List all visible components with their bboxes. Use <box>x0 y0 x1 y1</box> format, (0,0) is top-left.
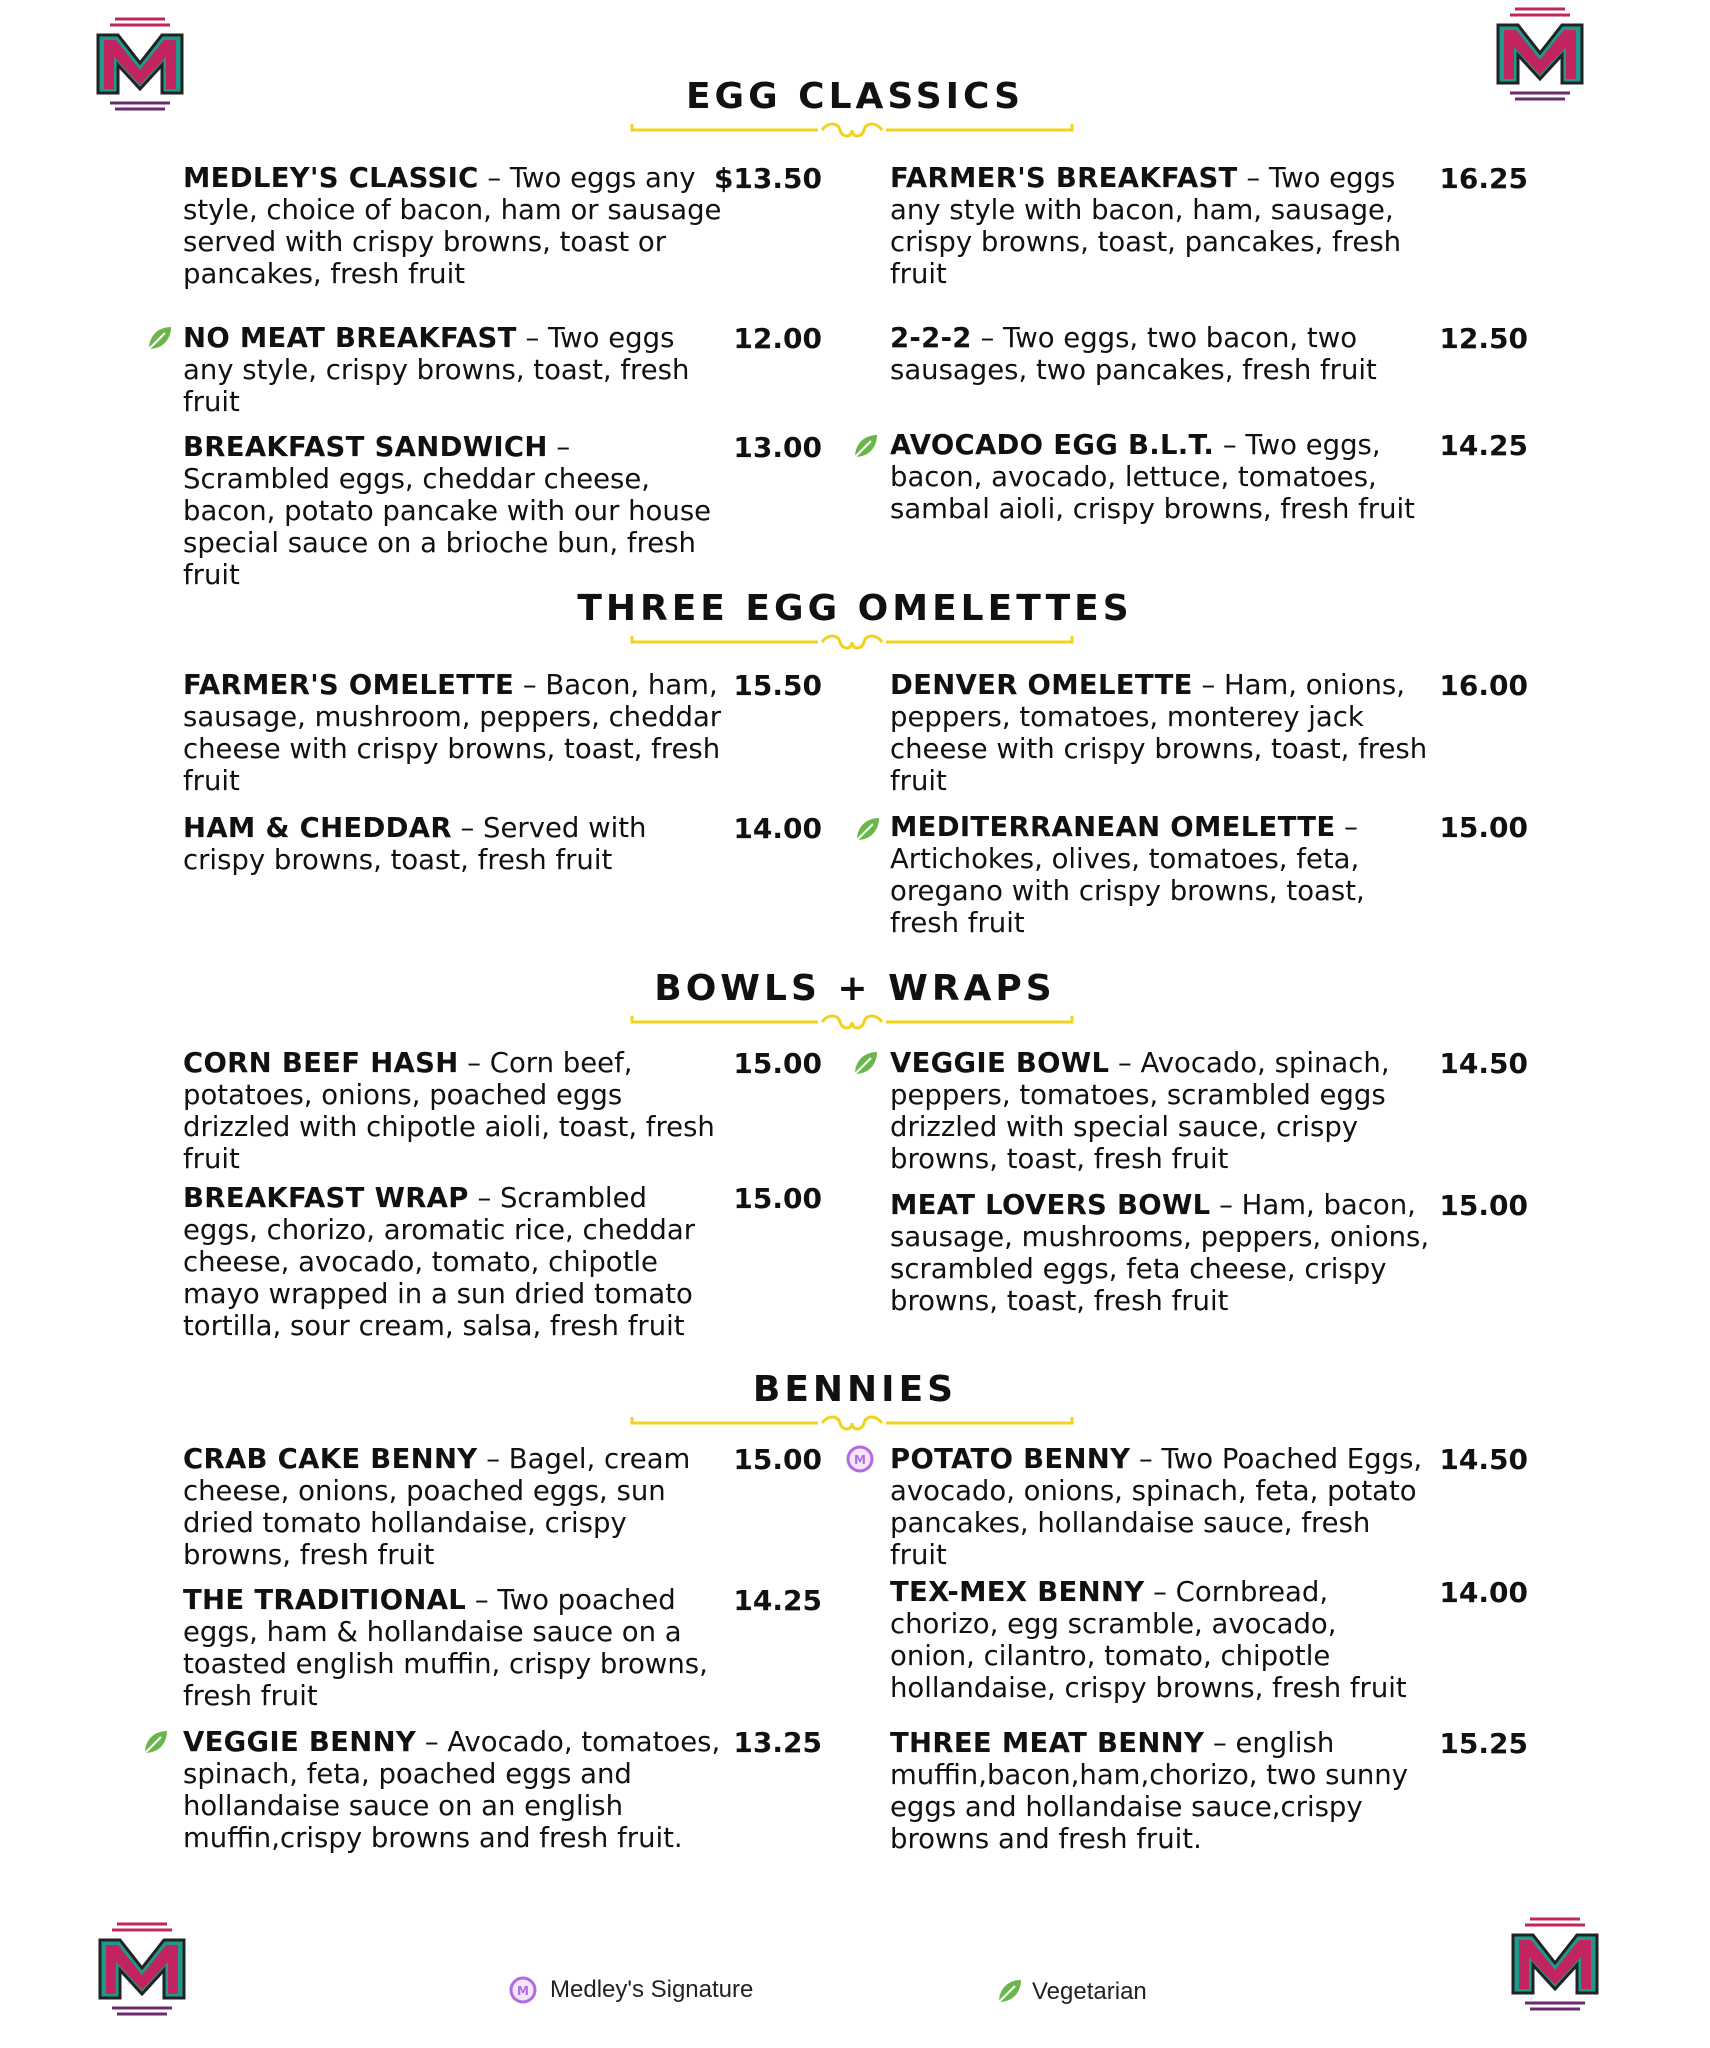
item-name: AVOCADO EGG B.L.T. <box>890 429 1215 461</box>
dash: – <box>451 812 484 844</box>
item-name: THREE MEAT BENNY <box>890 1727 1205 1759</box>
menu-item <box>890 162 1430 290</box>
item-price: 15.00 <box>1439 811 1528 844</box>
item-description: Bacon, ham, sausage, mushroom, peppers, cheddar cheese with crispy browns, toast, fresh fruit <box>183 669 722 797</box>
item-price: 14.00 <box>1439 1576 1528 1609</box>
dash: – <box>516 322 548 354</box>
legend-signature: Medley's Signature <box>550 1976 754 2003</box>
section-divider <box>628 1012 1076 1036</box>
menu-item <box>183 322 723 418</box>
item-name: BREAKFAST WRAP <box>183 1182 469 1214</box>
item-description: Cornbread, chorizo, egg scramble, avocado, onion, cilantro, tomato, chipotle hollandaise, crispy browns, fresh fruit <box>890 1576 1407 1704</box>
vegetarian-leaf-icon <box>995 1976 1025 2006</box>
dash: – <box>478 162 510 194</box>
item-name: TEX-MEX BENNY <box>890 1576 1145 1608</box>
item-name: VEGGIE BENNY <box>183 1726 417 1758</box>
item-description: Avocado, spinach, peppers, tomatoes, scrambled eggs drizzled with special sauce, crispy browns, toast, fresh fruit <box>890 1047 1390 1175</box>
menu-item <box>183 162 723 290</box>
menu-item <box>183 1182 723 1342</box>
dash: – <box>466 1584 498 1616</box>
item-name: DENVER OMELETTE <box>890 669 1193 701</box>
dash: – <box>1130 1443 1162 1475</box>
item-description: Two eggs any style, choice of bacon, ham or sausage served with crispy browns, toast or pancakes, fresh fruit <box>183 162 722 290</box>
item-price: 16.00 <box>1439 669 1528 702</box>
dash: – <box>468 1182 500 1214</box>
menu-item <box>890 1047 1430 1175</box>
item-description: english muffin,bacon,ham,chorizo, two sunny eggs and hollandaise sauce,crispy browns and fresh fruit. <box>890 1727 1409 1855</box>
dash: – <box>477 1443 509 1475</box>
menu-item <box>183 812 723 876</box>
vegetarian-leaf-icon <box>851 1048 881 1078</box>
menu-item <box>890 322 1430 386</box>
item-price: 14.00 <box>733 812 822 845</box>
item-name: CORN BEEF HASH <box>183 1047 459 1079</box>
menu-item <box>183 1584 723 1712</box>
item-name: CRAB CAKE BENNY <box>183 1443 478 1475</box>
section-title-omelettes: THREE EGG OMELETTES <box>577 588 1133 629</box>
legend-vegetarian: Vegetarian <box>1032 1978 1147 2005</box>
item-description: Two eggs, two bacon, two sausages, two pancakes, fresh fruit <box>890 322 1377 386</box>
logo-stripes-top <box>110 19 170 25</box>
item-price: 14.25 <box>1439 429 1528 462</box>
item-description: Scrambled eggs, cheddar cheese, bacon, potato pancake with our house special sauce on a brioche bun, fresh fruit <box>183 463 712 591</box>
vegetarian-leaf-icon <box>145 323 175 353</box>
menu-item <box>890 429 1430 525</box>
dash: – <box>1210 1189 1242 1221</box>
dash: – <box>1204 1727 1236 1759</box>
item-name: MEDITERRANEAN OMELETTE <box>890 811 1336 843</box>
dash: – <box>1335 811 1358 843</box>
item-price: 13.25 <box>733 1726 822 1759</box>
item-price: 13.00 <box>733 431 822 464</box>
signature-icon-letter: M <box>854 1453 866 1467</box>
item-name: POTATO BENNY <box>890 1443 1131 1475</box>
item-description: Two poached eggs, ham & hollandaise sauce on a toasted english muffin, crispy browns, fresh fruit <box>183 1584 708 1712</box>
menu-item <box>183 1726 723 1854</box>
item-name: BREAKFAST SANDWICH <box>183 431 548 463</box>
medley-logo <box>92 1920 192 2020</box>
signature-icon-letter: M <box>517 1984 529 1998</box>
item-description: Avocado, tomatoes, spinach, feta, poached eggs and hollandaise sauce on an english muffin,crispy browns and fresh fruit. <box>183 1726 721 1854</box>
item-name: 2-2-2 <box>890 322 972 354</box>
menu-item <box>183 669 723 797</box>
item-name: HAM & CHEDDAR <box>183 812 452 844</box>
signature-icon <box>508 1975 538 2005</box>
menu-item <box>183 1047 723 1175</box>
item-description: Scrambled eggs, chorizo, aromatic rice, cheddar cheese, avocado, tomato, chipotle mayo wrapped in a sun dried tomato tortilla, sour cream, salsa, fresh fruit <box>183 1182 696 1342</box>
dash: – <box>1214 429 1246 461</box>
item-description: Bagel, cream cheese, onions, poached eggs, sun dried tomato hollandaise, crispy browns, fresh fruit <box>183 1443 691 1571</box>
item-price: 15.00 <box>1439 1189 1528 1222</box>
item-name: THE TRADITIONAL <box>183 1584 467 1616</box>
item-name: MEAT LOVERS BOWL <box>890 1189 1211 1221</box>
item-name: FARMER'S BREAKFAST <box>890 162 1238 194</box>
item-description: Artichokes, olives, tomatoes, feta, oregano with crispy browns, toast, fresh fruit <box>890 843 1365 939</box>
section-title-bennies: BENNIES <box>752 1369 958 1410</box>
dash: – <box>547 431 571 463</box>
item-description: Two Poached Eggs, avocado, onions, spinach, feta, potato pancakes, hollandaise sauce, fresh fruit <box>890 1443 1423 1571</box>
dash: – <box>971 322 1003 354</box>
section-divider <box>628 1413 1076 1437</box>
item-price: 15.50 <box>733 669 822 702</box>
item-description: Corn beef, potatoes, onions, poached eggs drizzled with chipotle aioli, toast, fresh fruit <box>183 1047 715 1175</box>
item-price: 14.25 <box>733 1584 822 1617</box>
signature-icon <box>845 1444 875 1474</box>
dash: – <box>1144 1576 1176 1608</box>
item-description: Served with crispy browns, toast, fresh fruit <box>183 812 647 876</box>
item-name: MEDLEY'S CLASSIC <box>183 162 479 194</box>
vegetarian-leaf-icon <box>853 814 883 844</box>
item-description: Two eggs any style, crispy browns, toast, fresh fruit <box>183 322 690 418</box>
item-price: 16.25 <box>1439 162 1528 195</box>
menu-item <box>890 811 1430 939</box>
dash: – <box>1237 162 1269 194</box>
item-name: VEGGIE BOWL <box>890 1047 1110 1079</box>
menu-item <box>890 1189 1430 1317</box>
menu-item <box>183 1443 723 1571</box>
medley-logo <box>1505 1915 1605 2015</box>
item-price: $13.50 <box>713 162 822 195</box>
dash: – <box>1109 1047 1141 1079</box>
item-price: 15.00 <box>733 1443 822 1476</box>
item-price: 12.50 <box>1439 322 1528 355</box>
section-divider <box>628 632 1076 656</box>
item-price: 14.50 <box>1439 1047 1528 1080</box>
item-description: Ham, onions, peppers, tomatoes, monterey jack cheese with crispy browns, toast, fresh fruit <box>890 669 1428 797</box>
item-price: 15.00 <box>733 1047 822 1080</box>
dash: – <box>514 669 546 701</box>
item-price: 14.50 <box>1439 1443 1528 1476</box>
vegetarian-leaf-icon <box>851 431 881 461</box>
item-price: 12.00 <box>733 322 822 355</box>
item-description: Ham, bacon, sausage, mushrooms, peppers, onions, scrambled eggs, feta cheese, crispy browns, toast, fresh fruit <box>890 1189 1430 1317</box>
section-title-egg-classics: EGG CLASSICS <box>685 76 1025 117</box>
menu-item <box>890 669 1430 797</box>
dash: – <box>458 1047 490 1079</box>
item-price: 15.00 <box>733 1182 822 1215</box>
item-name: NO MEAT BREAKFAST <box>183 322 517 354</box>
section-divider <box>628 120 1076 144</box>
item-price: 15.25 <box>1439 1727 1528 1760</box>
section-title-bowls-wraps: BOWLS + WRAPS <box>654 968 1056 1009</box>
menu-item <box>890 1727 1430 1855</box>
menu-item <box>890 1443 1430 1571</box>
menu-item <box>890 1576 1430 1704</box>
menu-item <box>183 431 723 591</box>
item-description: Two eggs, bacon, avocado, lettuce, tomatoes, sambal aioli, crispy browns, fresh fruit <box>890 429 1415 525</box>
item-name: FARMER'S OMELETTE <box>183 669 515 701</box>
dash: – <box>416 1726 448 1758</box>
item-description: Two eggs any style with bacon, ham, sausage, crispy browns, toast, pancakes, fresh fruit <box>890 162 1402 290</box>
vegetarian-leaf-icon <box>141 1727 171 1757</box>
dash: – <box>1192 669 1224 701</box>
